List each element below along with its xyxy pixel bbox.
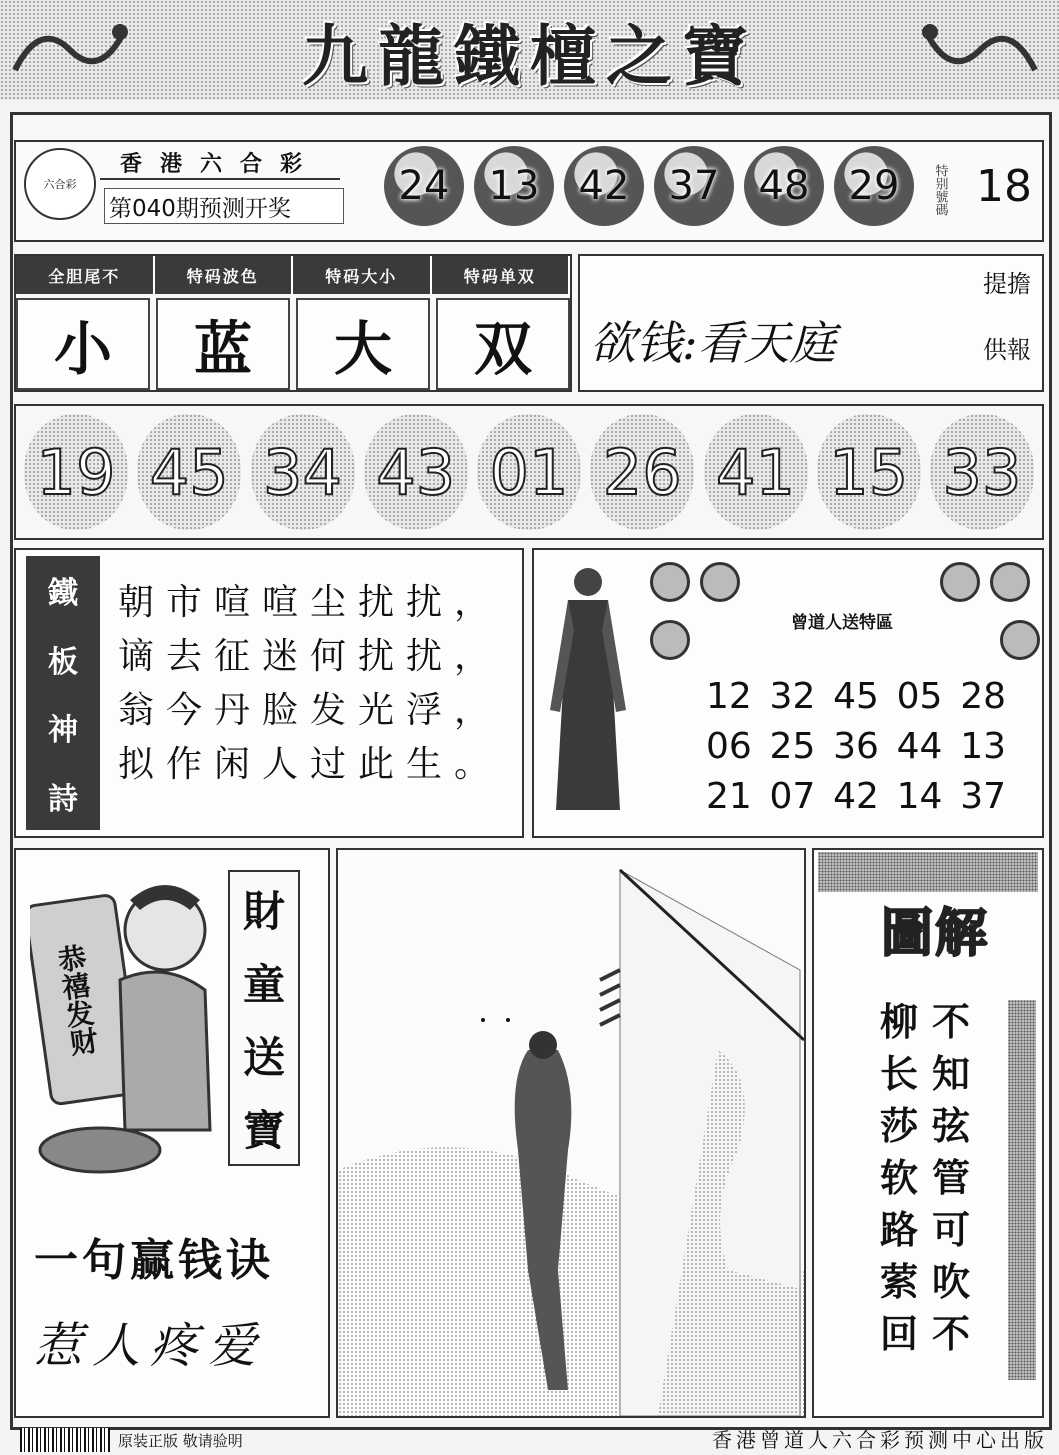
poem-side-char: 鐵 [48,576,78,612]
tsang-title: 曾道人送特區 [791,612,893,633]
winning-phrase-title: 一句赢钱诀 [34,1235,274,1286]
tsang-number: 45 [833,676,879,717]
tsang-number: 07 [769,776,816,817]
number-medal: 15 [817,414,921,530]
number-medal: 26 [590,414,694,530]
riddle-logo: 圖解 [880,902,989,964]
result-ball: 24 [384,146,464,226]
coin-icon [700,562,740,602]
category-value: 大 [296,298,430,390]
result-ball: 42 [564,146,644,226]
result-ball: 13 [474,146,554,226]
riddle-char: 莎 [879,1103,918,1148]
tsang-number: 21 [706,776,752,817]
riddle-char: 吹 [931,1259,970,1304]
poem-line: 朝市喧喧尘扰扰， [118,581,503,623]
riddle-text [860,1000,970,1370]
tsang-number: 05 [896,676,943,717]
riddle-char: 可 [931,1207,970,1252]
poem-text [118,572,518,822]
winning-phrase-text: 惹人疼爱 [34,1317,267,1374]
category-heads [16,256,570,294]
tsang-number: 14 [896,776,943,817]
result-ball: 48 [744,146,824,226]
special-label: 特别號碼 [932,164,948,216]
tsang-number: 28 [960,676,1006,717]
coin-icon [940,562,980,602]
category-value: 蓝 [156,298,290,390]
tsang-number-grid [706,676,1006,826]
caitong-char: 童 [242,959,285,1009]
poem-line: 拟作闲人过此生。 [118,743,503,785]
riddle-char: 不 [931,1311,970,1356]
caitong-label [228,870,300,1166]
caitong-char: 財 [242,886,285,936]
fishing-scene-illustration [338,850,804,1416]
slogan-text: 欲钱:看天庭 [590,316,836,370]
tsang-number: 42 [833,776,879,817]
number-medal: 33 [930,414,1034,530]
riddle-char: 知 [931,1051,970,1096]
riddle-char: 回 [879,1311,918,1356]
category-value: 双 [436,298,570,390]
tsang-row [706,776,1006,826]
authenticity-note: 原装正版 敬请验明 [118,1431,243,1450]
number-medal: 45 [137,414,241,530]
nine-number-row [24,414,1034,530]
riddle-char: 路 [879,1207,918,1252]
result-ball: 37 [654,146,734,226]
category-head: 特码单双 [432,256,571,294]
poem-side-char: 神 [48,713,78,749]
provide-label-top: 提擔 [983,270,1031,298]
number-medal: 19 [24,414,128,530]
poem-line: 翁今丹脸发光浮， [118,689,503,731]
mark-six-logo: 六合彩 [24,148,96,220]
coin-icon [990,562,1030,602]
tsang-number: 36 [833,726,879,767]
poem-line: 谪去征迷何扰扰， [118,635,503,677]
special-number: 18 [976,160,1032,212]
tsang-number: 32 [769,676,816,717]
banner-title: 九龍鐵檀之寶 [302,16,758,95]
poem-side-label [26,556,100,830]
tsang-number: 25 [769,726,816,767]
issue-label: 第040期预测开奖 [104,188,344,224]
number-medal: 34 [251,414,355,530]
publisher-line: 香港曾道人六合彩预测中心出版 [712,1427,1048,1452]
riddle-side-band [1008,1000,1036,1380]
poem-side-char: 詩 [48,781,78,817]
tsang-row [706,676,1006,726]
barcode-icon [20,1428,110,1452]
category-value: 小 [16,298,150,390]
riddle-column-right [932,1000,970,1370]
header-banner [0,0,1059,100]
tsang-number: 06 [706,726,752,767]
lottery-title: 香港六合彩 [100,146,340,180]
number-medal: 41 [704,414,808,530]
number-medal: 43 [364,414,468,530]
coin-icon [650,620,690,660]
riddle-column-left [880,1000,918,1370]
tsang-number: 12 [706,676,752,717]
riddle-char: 软 [879,1155,918,1200]
category-head: 特码波色 [155,256,294,294]
riddle-char: 长 [879,1051,918,1096]
tsang-number: 44 [896,726,943,767]
coin-icon [1000,620,1040,660]
result-ball: 29 [834,146,914,226]
category-head: 特码大小 [293,256,432,294]
caitong-char: 寶 [242,1105,285,1155]
riddle-char: 萦 [879,1259,918,1304]
provide-label-bottom: 供報 [983,336,1031,364]
category-head: 全胆尾不 [16,256,155,294]
riddle-char: 柳 [879,999,918,1044]
riddle-char: 弦 [931,1103,970,1148]
robed-man-figure [540,560,636,830]
number-medal: 01 [477,414,581,530]
tsang-row [706,726,1006,776]
caitong-char: 送 [242,1032,285,1082]
riddle-char: 管 [931,1155,970,1200]
poem-side-char: 板 [48,644,78,680]
category-values [16,298,570,390]
dragon-icon-right [920,10,1040,90]
tsang-number: 37 [960,776,1006,817]
coin-icon [650,562,690,602]
riddle-char: 不 [931,999,970,1044]
tsang-number: 13 [960,726,1006,767]
scroll-text: 恭禧发财 [52,942,101,1058]
